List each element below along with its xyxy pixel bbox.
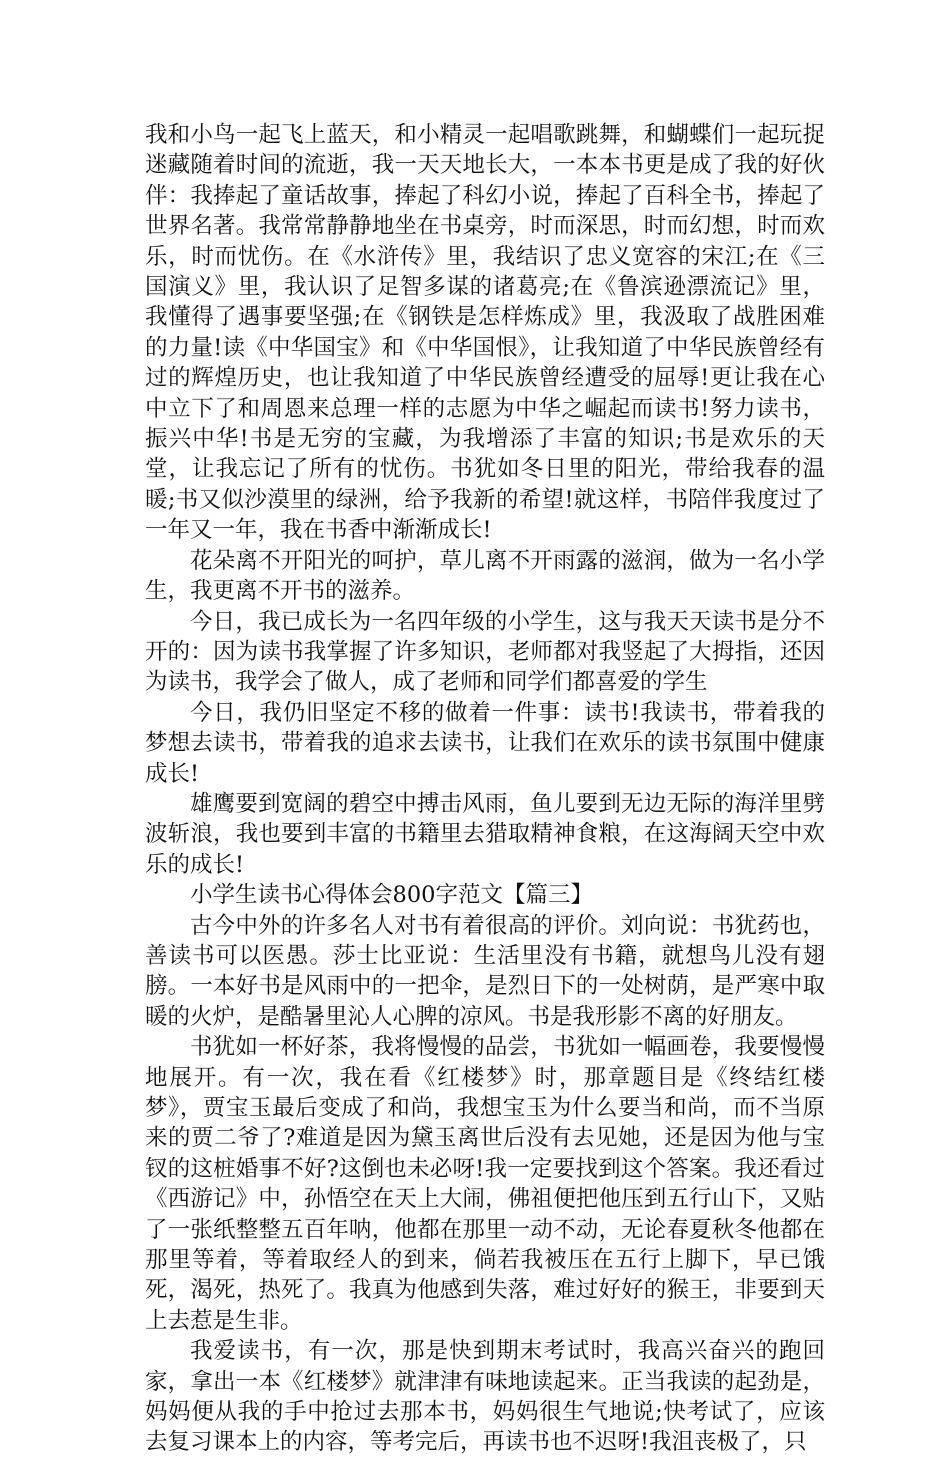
paragraph: 今日，我仍旧坚定不移的做着一件事：读书!我读书，带着我的梦想去读书，带着我的追求去读书，让我们在欢乐的读书氛围中健康成长! — [145, 699, 825, 787]
paragraph: 我和小鸟一起飞上蓝天，和小精灵一起唱歌跳舞，和蝴蝶们一起玩捉迷藏随着时间的流逝，我一天天地长大，一本本书更是成了我的好伙伴：我捧起了童话故事，捧起了科幻小说，捧起了百科全书，捧起了世界名著。我常常静静地坐在书桌旁，时而深思，时而幻想，时而欢乐，时而忧伤。在《水浒传》里，我结识了忠义宽容的宋江;在《三国演义》里，我认识了足智多谋的诸葛亮;在《鲁滨逊漂流记》里，我懂得了遇事要坚强;在《钢铁是怎样炼成》里，我汲取了战胜困难的力量!读《中华国宝》和《中华国恨》，让我知道了中华民族曾经有过的辉煌历史，也让我知道了中华民族曾经遭受的屈辱!更让我在心中立下了和周恩来总理一样的志愿为中华之崛起而读书!努力读书，振兴中华!书是无穷的宝藏，为我增添了丰富的知识;书是欢乐的天堂，让我忘记了所有的忧伤。书犹如冬日里的阳光，带给我春的温暖;书又似沙漠里的绿洲，给予我新的希望!就这样，书陪伴我度过了一年又一年，我在书香中渐渐成长! — [145, 122, 825, 544]
paragraph: 雄鹰要到宽阔的碧空中搏击风雨，鱼儿要到无边无际的海洋里劈波斩浪，我也要到丰富的书籍里去猎取精神食粮，在这海阔天空中欢乐的成长! — [145, 790, 825, 878]
paragraph: 古今中外的许多名人对书有着很高的评价。刘向说：书犹药也，善读书可以医愚。莎士比亚说：生活里没有书籍，就想鸟儿没有翅膀。一本好书是风雨中的一把伞，是烈日下的一处树荫，是严寒中取暖的火炉，是酷暑里沁人心脾的凉风。书是我形影不离的好朋友。 — [145, 912, 825, 1030]
paragraph: 今日，我已成长为一名四年级的小学生，这与我天天读书是分不开的：因为读书我掌握了许多知识，老师都对我竖起了大拇指，还因为读书，我学会了做人，成了老师和同学们都喜爱的学生 — [145, 608, 825, 696]
section-title: 小学生读书心得体会800字范文【篇三】 — [190, 882, 593, 909]
paragraph: 书犹如一杯好茶，我将慢慢的品尝，书犹如一幅画卷，我要慢慢地展开。有一次，我在看《红楼梦》时，那章题目是《终结红楼梦》，贾宝玉最后变成了和尚，我想宝玉为什么要当和尚，而不当原来的贾二爷了?难道是因为黛玉离世后没有去见她，还是因为他与宝钗的这桩婚事不好?这倒也未必呀!我一定要找到这个答案。我还看过《西游记》中，孙悟空在天上大闹，佛祖便把他压到五行山下，又贴了一张纸整整五百年呐，他都在那里一动不动，无论春夏秋冬他都在那里等着，等着取经人的到来，倘若我被压在五行上脚下，早已饿死，渴死，热死了。我真为他感到失落，难过好好的猴王，非要到天上去惹是生非。 — [145, 1034, 825, 1334]
paragraph: 我爱读书，有一次，那是快到期末考试时，我高兴奋兴的跑回家，拿出一本《红楼梦》就津津有味地读起来。正当我读的起劲是，妈妈便从我的手中抢过去那本书，妈妈很生气地说;快考试了，应该去复习课本上的内容，等考完后，再读书也不迟呀!我沮丧极了，只 — [145, 1338, 825, 1456]
paragraph: 花朵离不开阳光的呵护，草儿离不开雨露的滋润，做为一名小学生，我更离不开书的滋养。 — [145, 547, 825, 605]
document-page — [145, 120, 825, 1458]
